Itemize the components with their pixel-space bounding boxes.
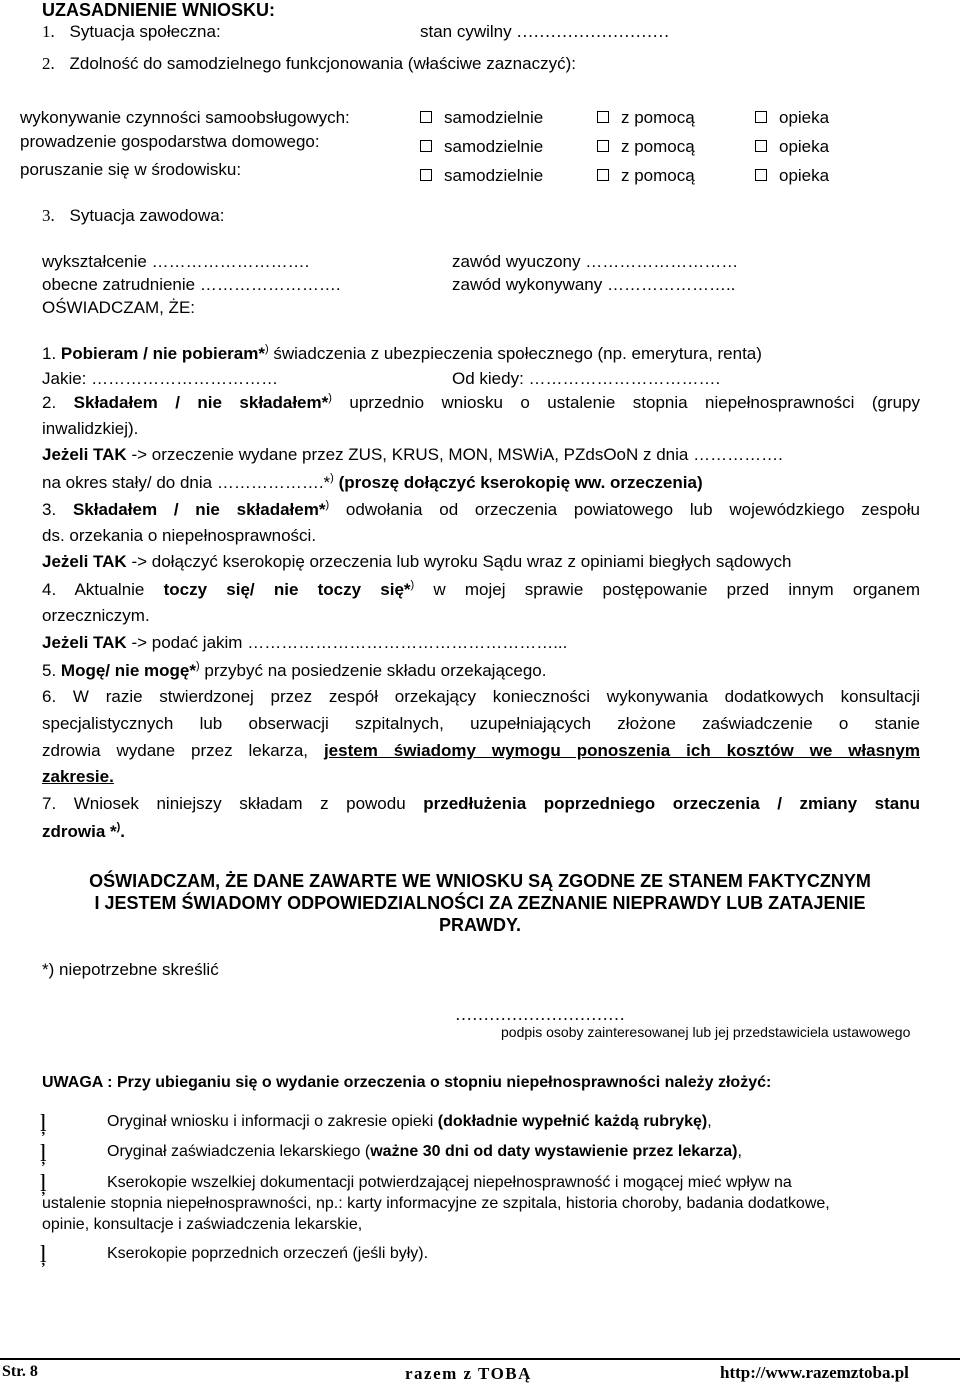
notice-title: UWAGA : Przy ubieganiu się o wydanie orzeczenia o stopniu niepełnosprawności należy złożyć: xyxy=(42,1074,772,1091)
signature-label: podpis osoby zainteresowanej lub jej przedstawiciela ustawowego xyxy=(501,1024,911,1040)
page-number: Str. 8 xyxy=(2,1363,38,1380)
point-3-if-yes: Jeżeli TAK -> dołączyć kserokopię orzeczenia lub wyroku Sądu wraz z opiniami biegłych sądowych xyxy=(42,552,792,571)
point-6-line2: specjalistycznych lub obserwacji szpitalnych, uzupełniających złożone zaświadczenie o stanie xyxy=(42,714,920,733)
section-1: 1. Sytuacja społeczna: xyxy=(42,22,221,41)
bullet-icon: ļ xyxy=(40,1242,47,1268)
education-field: wykształcenie ………………………. xyxy=(42,252,310,271)
required-doc-1: Oryginał wniosku i informacji o zakresie opieki (dokładnie wypełnić każdą rubrykę), xyxy=(107,1113,712,1130)
option-household-care[interactable]: opieka xyxy=(755,137,829,157)
point-7-line2: zdrowia *). xyxy=(42,821,126,841)
checkbox[interactable] xyxy=(420,169,432,181)
required-doc-3-line3: opinie, konsultacje i zaświadczenia lekarskie, xyxy=(42,1216,363,1233)
row-label-self-care: wykonywanie czynności samoobsługowych: xyxy=(20,108,350,127)
bullet-icon: ļ xyxy=(40,1111,47,1137)
trained-profession-field: zawód wyuczony ……………………… xyxy=(452,252,739,271)
checkbox[interactable] xyxy=(755,169,767,181)
checkbox[interactable] xyxy=(755,111,767,123)
current-employment-field: obecne zatrudnienie ……………………. xyxy=(42,275,341,294)
point-4: 4. Aktualnie toczy się/ nie toczy się*) w mojej sprawie postępowanie przed innym organem xyxy=(42,579,920,599)
point-2-line2: inwalidzkiej). xyxy=(42,419,139,438)
footnote: *) niepotrzebne skreślić xyxy=(42,960,219,979)
point-1: 1. Pobieram / nie pobieram*) świadczenia z ubezpieczenia społecznego (np. emerytura, renta) xyxy=(42,343,762,363)
option-household-independent[interactable]: samodzielnie xyxy=(420,137,543,157)
row-label-mobility: poruszanie się w środowisku: xyxy=(20,160,242,179)
option-household-assisted[interactable]: z pomocą xyxy=(597,137,695,157)
footer-brand: razem z TOBĄ xyxy=(405,1364,532,1383)
footer-rule xyxy=(0,1358,960,1360)
required-doc-2: Oryginał zaświadczenia lekarskiego (ważne 30 dni od daty wystawienie przez lekarza), xyxy=(107,1143,742,1160)
point-6-line3: zdrowia wydane przez lekarza, jestem świadomy wymogu ponoszenia ich kosztów we własnym xyxy=(42,741,921,760)
point-2-if-yes: Jeżeli TAK -> orzeczenie wydane przez ZUS, KRUS, MON, MSWiA, PZdsOoN z dnia ……………. xyxy=(42,445,783,464)
declaration-line-3: PRAWDY. xyxy=(438,915,521,935)
current-profession-field: zawód wykonywany ………………….. xyxy=(452,275,736,294)
required-doc-3: Kserokopie wszelkiej dokumentacji potwierdzającej niepełnosprawność i mogącej mieć wpływ na xyxy=(107,1174,792,1191)
point-6-line4: zakresie. xyxy=(42,767,114,786)
checkbox[interactable] xyxy=(755,140,767,152)
checkbox[interactable] xyxy=(597,140,609,152)
declaration-line-2: I JESTEM ŚWIADOMY ODPOWIEDZIALNOŚCI ZA ZEZNANIE NIEPRAWDY LUB ZATAJENIE xyxy=(94,893,866,913)
point-6: 6. W razie stwierdzonej przez zespół orzekający konieczności wykonywania dodatkowych konsultacji xyxy=(42,687,920,706)
section-2: 2. Zdolność do samodzielnego funkcjonowania (właściwe zaznaczyć): xyxy=(42,54,576,73)
checkbox[interactable] xyxy=(420,140,432,152)
checkbox[interactable] xyxy=(420,111,432,123)
bullet-icon: ļ xyxy=(40,1141,47,1167)
signature-line: ………………………… xyxy=(455,1005,625,1024)
section-3: 3. Sytuacja zawodowa: xyxy=(42,206,225,225)
option-self-care-assisted[interactable]: z pomocą xyxy=(597,108,695,128)
option-mobility-assisted[interactable]: z pomocą xyxy=(597,166,695,186)
option-self-care-care[interactable]: opieka xyxy=(755,108,829,128)
declaration-line-1: OŚWIADCZAM, ŻE DANE ZAWARTE WE WNIOSKU SĄ ZGODNE ZE STANEM FAKTYCZNYM xyxy=(89,871,871,891)
point-4-if-yes: Jeżeli TAK -> podać jakim ………………………………………………... xyxy=(42,633,568,652)
marital-status-field: stan cywilny ……………………… xyxy=(420,22,670,41)
declaration-heading: OŚWIADCZAM, ŻE: xyxy=(42,298,195,317)
option-mobility-independent[interactable]: samodzielnie xyxy=(420,166,543,186)
form-section-title: UZASADNIENIE WNIOSKU: xyxy=(42,0,275,20)
required-doc-3-line2: ustalenie stopnia niepełnosprawności, np.: karty informacyjne ze szpitala, historia choroby, badania dodatkowe, xyxy=(42,1195,830,1212)
point-1-which: Jakie: …………………………… xyxy=(42,369,279,388)
point-3: 3. Składałem / nie składałem*) odwołania od orzeczenia powiatowego lub wojewódzkiego zespołu xyxy=(42,499,920,519)
checkbox[interactable] xyxy=(597,169,609,181)
point-1-since: Od kiedy: ……………………………. xyxy=(452,369,721,388)
point-2: 2. Składałem / nie składałem*) uprzednio wniosku o ustalenie stopnia niepełnosprawności (grupy xyxy=(42,392,921,412)
footer-url[interactable]: http://www.razemztoba.pl xyxy=(720,1363,909,1382)
required-doc-4: Kserokopie poprzednich orzeczeń (jeśli były). xyxy=(107,1245,429,1262)
point-2-period: na okres stały/ do dnia ……………….*) (proszę dołączyć kserokopię ww. orzeczenia) xyxy=(42,472,703,492)
option-self-care-independent[interactable]: samodzielnie xyxy=(420,108,543,128)
row-label-household: prowadzenie gospodarstwa domowego: xyxy=(20,132,320,151)
option-mobility-care[interactable]: opieka xyxy=(755,166,829,186)
page-footer xyxy=(0,1358,960,1386)
bullet-icon: ļ xyxy=(40,1171,47,1197)
point-4-line2: orzeczniczym. xyxy=(42,606,150,625)
point-5: 5. Mogę/ nie mogę*) przybyć na posiedzenie składu orzekającego. xyxy=(42,660,547,680)
point-7: 7. Wniosek niniejszy składam z powodu przedłużenia poprzedniego orzeczenia / zmiany stanu xyxy=(42,794,920,813)
point-3-line2: ds. orzekania o niepełnosprawności. xyxy=(42,526,317,545)
checkbox[interactable] xyxy=(597,111,609,123)
